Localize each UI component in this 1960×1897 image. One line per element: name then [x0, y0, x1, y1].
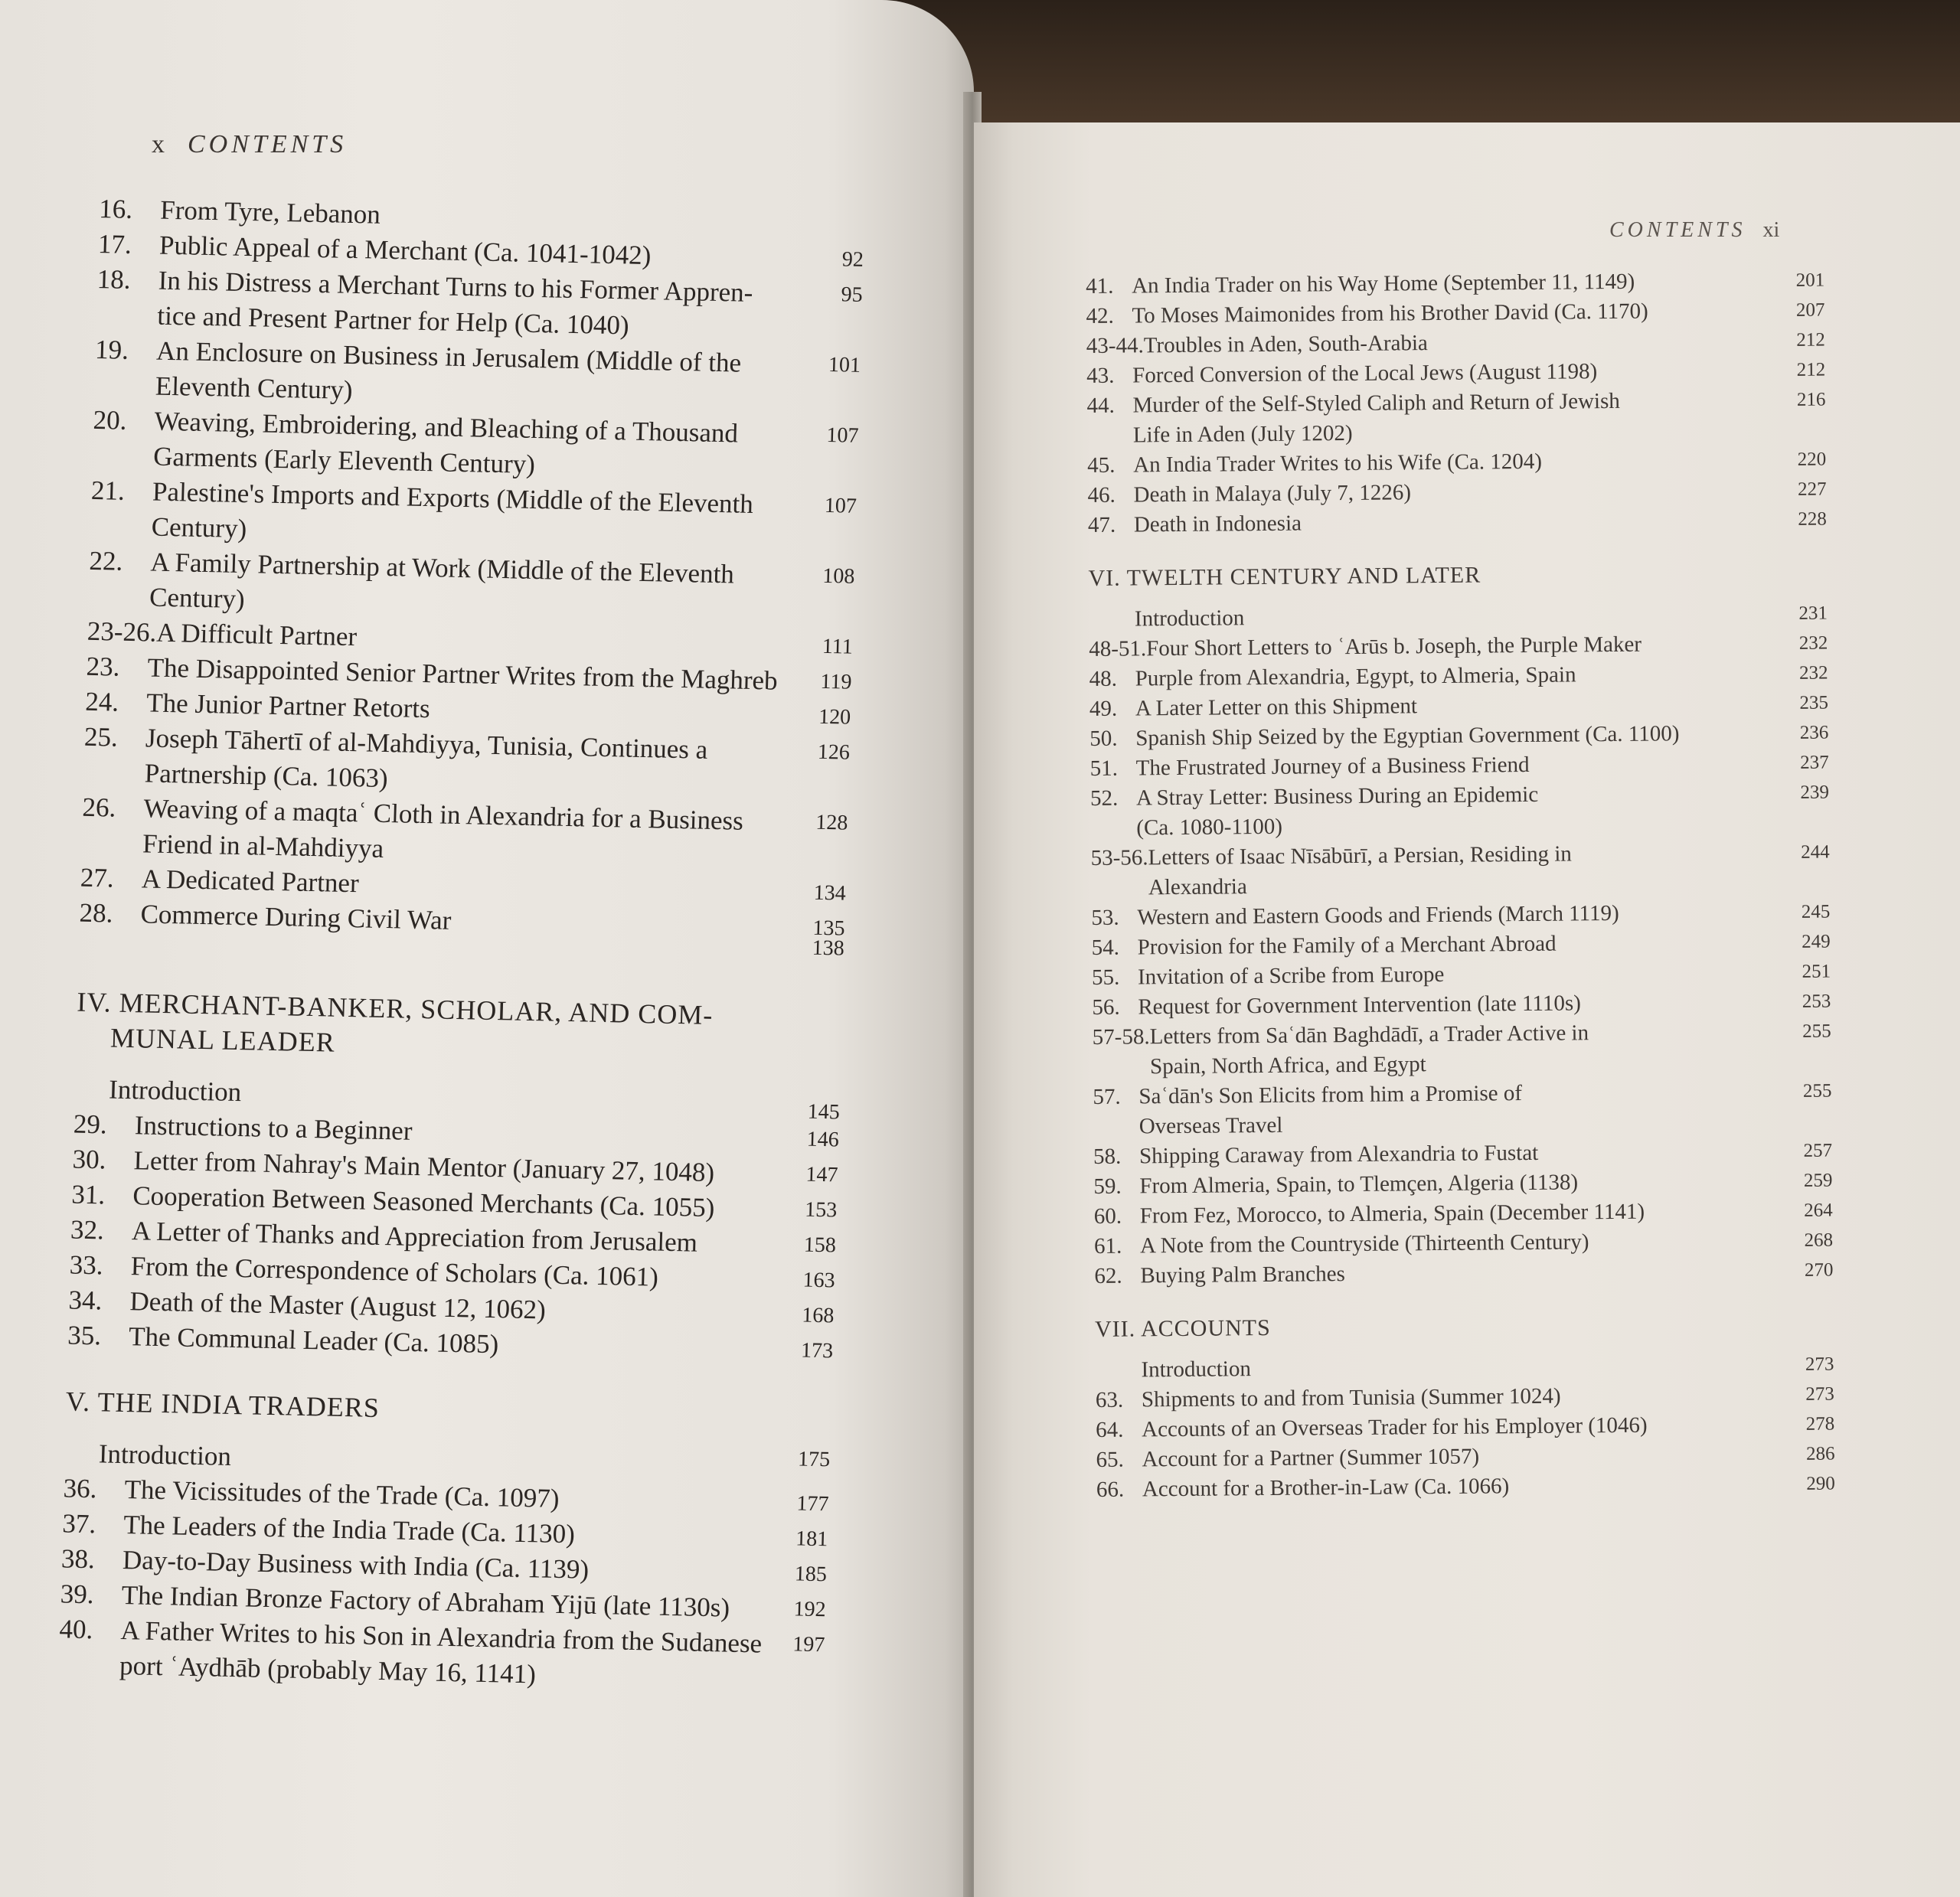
entry-number: 18. — [96, 263, 132, 295]
entry-number: 27. — [80, 862, 115, 893]
entry-title-line: A Letter of Thanks and Appreciation from Jerusalem — [131, 1216, 698, 1258]
entry-number: 63. — [1095, 1387, 1124, 1412]
page-number: 249 — [1802, 931, 1831, 952]
entry-title-line: Spanish Ship Seized by the Egyptian Government (Ca. 1100) — [1135, 721, 1680, 751]
entry-title-line: Provision for the Family of a Merchant Abroad — [1137, 931, 1557, 960]
entry-number: 48. — [1089, 666, 1118, 691]
entry-title-line: Friend in al-Mahdiyya — [142, 828, 384, 864]
page-number: 181 — [795, 1526, 828, 1552]
entry-number: 56. — [1092, 994, 1120, 1020]
entry-number: 31. — [70, 1179, 106, 1210]
toc-entry — [1093, 1017, 1832, 1082]
page-number: 212 — [1796, 329, 1825, 351]
entry-title-line: Letters from Saʿdān Baghdādī, a Trader Active in — [1149, 1020, 1589, 1050]
entry-number: 41. — [1086, 273, 1114, 299]
entry-number: 26. — [81, 792, 116, 823]
entry-title-line: Letter from Nahray's Main Mentor (January 27, 1048) — [133, 1145, 715, 1188]
entry-number: 57. — [1093, 1084, 1121, 1109]
page-number: 101 — [828, 352, 861, 377]
introduction-label: Introduction — [108, 1074, 242, 1108]
entry-title-line: Shipments to and from Tunisia (Summer 1024) — [1141, 1383, 1561, 1412]
page-number: 251 — [1802, 961, 1831, 982]
page-number: 216 — [1796, 389, 1826, 410]
entry-title-line: An Enclosure on Business in Jerusalem (Middle of the — [155, 335, 742, 378]
entry-title — [1132, 385, 1826, 451]
page-number: 192 — [793, 1597, 827, 1622]
page-number: 268 — [1804, 1229, 1834, 1251]
entry-number: 45. — [1087, 452, 1116, 478]
entry-title-line: Death of the Master (August 12, 1062) — [129, 1286, 547, 1325]
entry-number: 28. — [79, 897, 113, 929]
entry-title — [1138, 1076, 1832, 1142]
entry-number: 53-56. — [1090, 845, 1148, 870]
page-number: 259 — [1803, 1170, 1833, 1191]
page-number: 111 — [822, 634, 854, 659]
page-number: 134 — [813, 880, 847, 906]
right-contents — [1086, 266, 1835, 1505]
entry-number: 32. — [70, 1214, 105, 1246]
entry-title-line: Four Short Letters to ʿArūs b. Joseph, the Purple Maker — [1146, 632, 1642, 661]
entry-title-line: From the Correspondence of Scholars (Ca. 1061) — [130, 1251, 659, 1292]
entry-number: 34. — [68, 1285, 103, 1316]
entry-title-line: A Note from the Countryside (Thirteenth Century) — [1139, 1229, 1589, 1259]
page-number: 135 — [812, 916, 845, 941]
entry-title-line: Day-to-Day Business with India (Ca. 1139) — [122, 1545, 590, 1585]
page-number: 147 — [805, 1162, 838, 1187]
entry-title-line: From Almeria, Spain, to Tlemçen, Algeria (1138) — [1139, 1170, 1579, 1199]
entry-title-line: Alexandria — [1148, 874, 1247, 900]
entry-title-line: To Moses Maimonides from his Brother David (Ca. 1170) — [1132, 299, 1648, 328]
page-number: 146 — [806, 1127, 840, 1152]
page-number: 231 — [1798, 602, 1828, 624]
right-header: CONTENTS — [1609, 218, 1746, 242]
section-title-line: IV. MERCHANT-BANKER, SCHOLAR, AND COM- — [76, 986, 714, 1031]
page-number: 290 — [1806, 1473, 1835, 1494]
entry-title-line: Letters of Isaac Nīsābūrī, a Persian, Residing in — [1148, 841, 1572, 870]
left-entries-c — [58, 1471, 829, 1698]
entry-title-line: Shipping Caraway from Alexandria to Fustat — [1138, 1140, 1539, 1169]
page-number: 201 — [1795, 269, 1825, 291]
page-number: 232 — [1798, 662, 1828, 684]
toc-entry — [1093, 1076, 1832, 1142]
entry-title-line: In his Distress a Merchant Turns to his Former Appren- — [158, 265, 753, 308]
entry-number: 20. — [93, 404, 127, 436]
entry-number: 64. — [1096, 1417, 1124, 1442]
page-number: 119 — [820, 669, 852, 694]
page-number: 107 — [824, 493, 858, 518]
right-running-head — [1609, 218, 1779, 243]
right-entries-b — [1089, 629, 1833, 1291]
page-number: 257 — [1803, 1140, 1833, 1161]
entry-number: 61. — [1093, 1233, 1122, 1259]
entry-title-line: The Leaders of the India Trade (Ca. 1130) — [122, 1510, 576, 1549]
entry-title-line: A Dedicated Partner — [141, 864, 360, 899]
entry-number: 53. — [1091, 905, 1119, 930]
right-entries-a — [1086, 266, 1827, 540]
page-number: 245 — [1801, 901, 1831, 922]
toc-entry — [1090, 778, 1830, 844]
entry-title-line: Spain, North Africa, and Egypt — [1149, 1052, 1426, 1079]
entry-number: 50. — [1089, 726, 1118, 751]
entry-title-line: Buying Palm Branches — [1140, 1262, 1345, 1288]
introduction-label: Introduction — [1141, 1357, 1252, 1383]
entry-title-line: A Later Letter on this Shipment — [1135, 694, 1418, 721]
entry-title-line: Weaving of a maqtaʿ Cloth in Alexandria for a Business — [142, 793, 744, 836]
entry-title-line: Eleventh Century) — [155, 371, 353, 405]
page-number: 255 — [1802, 1080, 1832, 1102]
page-number: 255 — [1802, 1020, 1831, 1042]
entry-number: 21. — [90, 475, 126, 506]
entry-title-line: Purple from Alexandria, Egypt, to Almeria, Spain — [1135, 662, 1576, 691]
entry-number: 19. — [94, 334, 129, 365]
entry-title-line: Murder of the Self-Styled Caliph and Return of Jewish — [1132, 388, 1620, 418]
entry-number: 40. — [59, 1614, 93, 1645]
introduction-label: Introduction — [1134, 606, 1245, 632]
right-entries-c — [1096, 1379, 1835, 1505]
page-number: 278 — [1805, 1413, 1835, 1435]
page-number: 228 — [1798, 508, 1827, 530]
entry-title-line: Saʿdān's Son Elicits from him a Promise of — [1138, 1081, 1523, 1109]
entry-title-line: A Family Partnership at Work (Middle of the Eleventh — [149, 547, 735, 589]
right-folio: xi — [1762, 218, 1780, 242]
entry-number: 59. — [1093, 1174, 1122, 1199]
page-number: 173 — [800, 1338, 834, 1363]
entry-title-line: (Ca. 1080-1100) — [1136, 814, 1283, 841]
section-title-line: VI. TWELTH CENTURY AND LATER — [1088, 562, 1481, 591]
entry-title — [1148, 837, 1830, 903]
page-number: 177 — [796, 1491, 829, 1517]
page-number: 108 — [822, 563, 855, 589]
entry-title-line: An India Trader Writes to his Wife (Ca. 1204) — [1133, 449, 1543, 478]
entry-number: 57-58. — [1092, 1024, 1150, 1050]
introduction-label: Introduction — [98, 1438, 232, 1471]
entry-title — [1149, 1017, 1831, 1082]
left-entries-b — [67, 1107, 840, 1370]
entry-number: 23-26. — [87, 615, 157, 648]
entry-title — [1142, 1469, 1835, 1505]
page-number: 237 — [1800, 752, 1829, 773]
entry-title-line: From Fez, Morocco, to Almeria, Spain (December 1141) — [1139, 1199, 1645, 1229]
entry-number: 30. — [72, 1144, 106, 1175]
page-number: 153 — [804, 1197, 838, 1223]
page-number: 185 — [794, 1562, 828, 1587]
entry-title-line: port ʿAydhāb (probably May 16, 1141) — [119, 1650, 537, 1690]
page-number: 128 — [815, 810, 848, 835]
page-number: 163 — [802, 1268, 836, 1293]
page-number: 232 — [1798, 632, 1828, 654]
entry-number: 23. — [86, 651, 120, 682]
entry-title-line: Joseph Tāhertī of al-Mahdiyya, Tunisia, Continues a — [145, 723, 708, 765]
entry-title-line: Death in Malaya (July 7, 1226) — [1133, 480, 1412, 508]
page-number: 264 — [1804, 1200, 1833, 1221]
page-number: 138 — [812, 935, 845, 961]
entry-title-line: Garments (Early Eleventh Century) — [152, 441, 536, 479]
entry-title-line: The Vicissitudes of the Trade (Ca. 1097) — [124, 1474, 560, 1513]
entry-number: 43-44. — [1086, 333, 1144, 358]
section-title-line: V. THE INDIA TRADERS — [65, 1386, 381, 1424]
left-page — [0, 0, 974, 1897]
entry-number: 36. — [63, 1473, 97, 1504]
left-contents — [58, 191, 865, 1698]
left-header: CONTENTS — [188, 130, 348, 158]
entry-title-line: A Stray Letter: Business During an Epidemic — [1135, 782, 1539, 811]
entry-title-line: Troubles in Aden, South-Arabia — [1143, 331, 1428, 358]
page-number: 253 — [1802, 991, 1831, 1012]
toc-entry — [58, 1611, 825, 1698]
entry-title-line: Life in Aden (July 1202) — [1132, 420, 1353, 448]
entry-title-line: Account for a Partner (Summer 1057) — [1142, 1444, 1480, 1472]
section-title-line: VII. ACCOUNTS — [1094, 1314, 1271, 1342]
entry-title-line: The Junior Partner Retorts — [145, 687, 431, 724]
page-number: 95 — [841, 282, 864, 307]
entry-number: 62. — [1094, 1263, 1122, 1288]
entry-number: 35. — [67, 1320, 102, 1351]
entry-number: 43. — [1086, 363, 1115, 388]
page-number: 126 — [817, 740, 851, 765]
entry-number: 52. — [1089, 785, 1119, 811]
page-number: 220 — [1797, 449, 1827, 470]
entry-number: 47. — [1087, 512, 1116, 537]
entry-number: 55. — [1091, 965, 1120, 990]
page-number: 158 — [803, 1233, 837, 1258]
entry-title-line: Palestine's Imports and Exports (Middle of the Eleventh — [152, 476, 754, 519]
page-number: 145 — [807, 1099, 841, 1125]
entry-title-line: The Disappointed Senior Partner Writes from the Maghreb — [147, 652, 779, 696]
entry-title — [1140, 1255, 1833, 1291]
section-title-line: MUNAL LEADER — [109, 1022, 336, 1058]
page-number: 286 — [1805, 1443, 1835, 1464]
page-number: 212 — [1796, 359, 1826, 380]
entry-number: 46. — [1087, 482, 1116, 508]
entry-title — [1136, 778, 1830, 844]
entry-number: 49. — [1089, 696, 1118, 721]
entry-number: 37. — [61, 1508, 96, 1539]
entry-number: 24. — [84, 686, 119, 717]
entry-title-line: Instructions to a Beginner — [134, 1110, 413, 1146]
entry-number: 29. — [73, 1108, 108, 1140]
entry-title-line: The Frustrated Journey of a Business Friend — [1135, 752, 1530, 781]
entry-title-line: Overseas Travel — [1138, 1112, 1283, 1139]
entry-number: 66. — [1096, 1477, 1125, 1502]
entry-number: 58. — [1093, 1144, 1122, 1169]
entry-number: 54. — [1091, 935, 1120, 960]
entry-number: 48-51. — [1089, 636, 1147, 661]
page-number: 236 — [1799, 722, 1829, 743]
entry-title — [119, 1613, 825, 1698]
entry-number: 16. — [98, 193, 133, 224]
entry-title-line: Forced Conversion of the Local Jews (August 1198) — [1132, 359, 1598, 388]
entry-title-line: Weaving, Embroidering, and Bleaching of a Thousand — [154, 406, 739, 449]
page-number: 197 — [792, 1632, 825, 1657]
entry-title-line: Public Appeal of a Merchant (Ca. 1041-1042) — [158, 230, 652, 271]
entry-number: 33. — [69, 1249, 104, 1281]
page-number: 207 — [1795, 299, 1825, 321]
entry-title-line: Accounts of an Overseas Trader for his Employer (1046) — [1142, 1412, 1648, 1442]
page-number: 107 — [826, 423, 859, 448]
page-number: 244 — [1801, 841, 1830, 863]
entry-title — [1134, 504, 1827, 540]
entry-title-line: Commerce During Civil War — [140, 899, 452, 935]
entry-number: 42. — [1086, 303, 1114, 328]
entry-title-line: Western and Eastern Goods and Friends (March 1119) — [1137, 900, 1619, 930]
entry-number: 44. — [1086, 393, 1115, 418]
page-number: 239 — [1800, 782, 1830, 803]
entry-number: 39. — [60, 1579, 95, 1610]
page-number: 235 — [1799, 692, 1829, 713]
entry-number: 17. — [97, 228, 132, 260]
entry-title-line: Invitation of a Scribe from Europe — [1137, 962, 1445, 990]
entry-title-line: The Indian Bronze Factory of Abraham Yijū (late 1130s) — [121, 1580, 730, 1623]
entry-title-line: Death in Indonesia — [1133, 511, 1302, 537]
left-running-head — [152, 130, 347, 159]
page-number: 168 — [801, 1303, 835, 1328]
page-number: 273 — [1805, 1353, 1834, 1375]
entry-number: 25. — [83, 721, 119, 753]
entry-title-line: An India Trader on his Way Home (September 11, 1149) — [1132, 269, 1635, 299]
toc-entry — [1091, 837, 1831, 903]
left-entries-a — [79, 191, 865, 947]
entry-title-line: Account for a Brother-in-Law (Ca. 1066) — [1142, 1474, 1510, 1502]
entry-title-line: Partnership (Ca. 1063) — [144, 758, 389, 794]
entry-title-line: A Difficult Partner — [155, 617, 358, 652]
entry-title-line: Century) — [151, 511, 247, 544]
entry-number: 65. — [1096, 1447, 1124, 1472]
page-number: 175 — [797, 1447, 831, 1472]
entry-title-line: A Father Writes to his Son in Alexandria from the Sudanese — [119, 1615, 763, 1659]
entry-title-line: The Communal Leader (Ca. 1085) — [128, 1321, 499, 1360]
toc-entry — [1086, 385, 1826, 451]
entry-title-line: tice and Present Partner for Help (Ca. 1040) — [156, 300, 630, 341]
entry-title-line: Request for Government Intervention (late 1110s) — [1138, 991, 1582, 1020]
entry-number: 38. — [60, 1543, 96, 1575]
entry-title-line: From Tyre, Lebanon — [159, 194, 381, 230]
page-number: 92 — [841, 247, 864, 272]
entry-number: 51. — [1089, 756, 1119, 781]
page-number: 273 — [1805, 1383, 1834, 1405]
entry-title-line: Cooperation Between Seasoned Merchants (Ca. 1055) — [132, 1180, 715, 1223]
page-number: 227 — [1797, 478, 1827, 500]
entry-number: 22. — [88, 545, 123, 576]
left-folio: x — [152, 130, 165, 158]
page-number: 270 — [1804, 1259, 1834, 1281]
page-number: 120 — [818, 704, 851, 730]
entry-title-line: Century) — [149, 582, 246, 615]
entry-number: 60. — [1093, 1203, 1122, 1229]
